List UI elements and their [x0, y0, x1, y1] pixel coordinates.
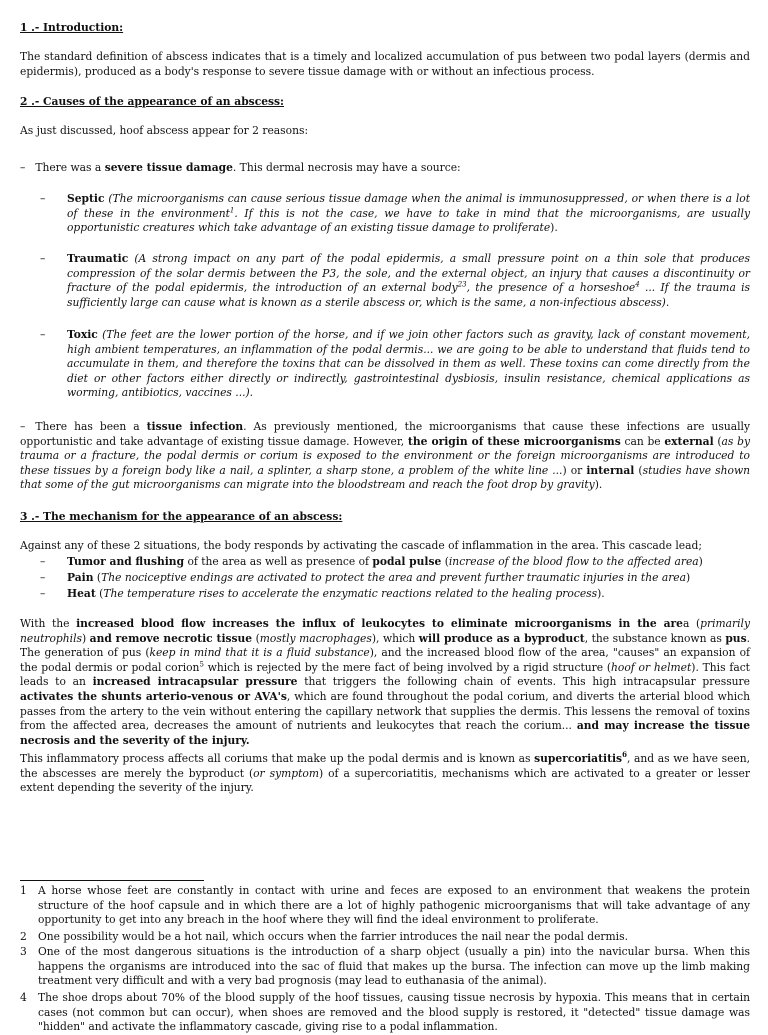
section-3-intro: Against any of these 2 situations, the body responds by activating the cascade of inflammation in the area. This cascade lead; — [20, 539, 702, 552]
bullet-tissue-infection: – There has been a tissue infection. As previously mentioned, the microorganisms that cause these infections are usually opportunistic and take advantage of existing tissue damage. However, the origin of these microorganisms can be external (as by trauma or a fracture, the podal dermis or corium is exposed to the environment or the foreign microorganisms are introduced to these tissues by a foreign body like a nail, a splinter, a sharp stone, a problem of the white line ...) or internal (studies have shown that some of the gut microorganisms can migrate into the bloodstream and reach the foot drop by gravity). — [20, 420, 751, 492]
subbullet-traumatic: – Traumatic (A strong impact on any part of the podal epidermis, a small pressure point on a thin sole that produces compression of the solar dermis between the P3, the sole, and the external object, an injury that causes a discontinuity or fracture of the podal epidermis, the introduction of an external body$^{23}$, the presence of a horseshoe$^4$ ... If the trauma is sufficiently large can cause what is known as a sterile abscess or, which is the same, a non-infectious abscess). — [40, 252, 750, 309]
mechanism-paragraph: With the increased blood flow increases the influx of leukocytes to eliminate microorganisms in the area (primarily neutrophils) and remove necrotic tissue (mostly macrophages), which will produce as a byproduct, the substance known as pus. The generation of pus (keep in mind that it is a fluid substance), and the increased blood flow of the area, "causes" an expansion of the podal dermis or podal corion$^5$ which is rejected by the mere fact of being involved by a rigid structure (hoof or helmet). This fact leads to an increased intracapsular pressure that triggers the following chain of events. This high intracapsular pressure activates the shunts arterio-venous or AVA's, which are found throughout the podal corium, and diverts the arterial blood which passes from the artery to the vein without entering the capillary network that supplies the dermis. This lessens the removal of toxins from the affected area, decreases the amount of nutrients and leukocytes that reach the corium... and may increase the tissue necrosis and the severity of the injury. — [20, 617, 750, 747]
bullet-tissue-damage: – There was a severe tissue damage. This dermal necrosis may have a source: — [20, 161, 461, 174]
section-3-heading: 3 .- The mechanism for the appearance of an abscess: — [20, 510, 343, 523]
supercoriatitis-paragraph: This inflammatory process affects all coriums that make up the podal dermis and is known as supercoriatitis$^6$, and as we have seen, the abscesses are merely the byproduct (or symptom) of a supercoriatitis, mechanisms which are activated to a greater or lesser extent depending the severity of the injury. — [20, 750, 751, 795]
bullet-marker: – — [40, 328, 46, 341]
list-item-pain: – Pain (The nociceptive endings are activated to protect the area and prevent further traumatic injuries in the area) — [40, 571, 691, 584]
subbullet-septic: – Septic (The microorganisms can cause serious tissue damage when the animal is immunosuppressed, or when there is a lot of these in the environment$^1$. If this is not the case, we have to take in mind that the microorganisms, are usually opportunistic creatures which take advantage of an existing tissue damage to proliferate). — [40, 192, 750, 235]
footnote-4: 4 The shoe drops about 70% of the blood supply of the hoof tissues, causing tissue necrosis by hypoxia. This means that in certain cases (not common but can occur), when shoes are removed and the blood supply is restored, it "detected" tissue damage was "hidden" and activate the inflammatory cascade, giving rise to a podal inflammation. — [20, 991, 750, 1034]
section-1-paragraph: The standard definition of abscess indicates that is a timely and localized accumulation of pus between two podal layers (dermis and epidermis), produced as a body's response to severe tissue damage with or without an infectious process. — [20, 50, 750, 78]
bullet-marker: – — [40, 555, 46, 568]
footnote-number: 3 — [20, 945, 27, 958]
section-2-intro: As just discussed, hoof abscess appear for 2 reasons: — [20, 124, 309, 137]
section-1-heading: 1 .- Introduction: — [20, 21, 124, 34]
section-2-heading: 2 .- Causes of the appearance of an abscess: — [20, 95, 284, 108]
footnote-number: 1 — [20, 884, 27, 897]
footnote-number: 4 — [20, 991, 27, 1004]
footnote-1: 1 A horse whose feet are constantly in contact with urine and feces are exposed to an environment that weakens the protein structure of the hoof capsule and in which there are a lot of highly pathogenic microorganisms that will take advantage of any opportunity to get into any breach in the hoof where they will find the ideal environment to proliferate. — [20, 884, 750, 927]
bullet-marker: – — [40, 571, 46, 584]
bullet-marker: – — [40, 252, 46, 265]
bullet-marker: – — [20, 420, 26, 433]
bullet-marker: – — [40, 192, 46, 205]
footnote-2: 2 One possibility would be a hot nail, which occurs when the farrier introduces the nail near the podal dermis. — [20, 930, 628, 943]
footnote-number: 2 — [20, 930, 27, 943]
list-item-heat: – Heat (The temperature rises to accelerate the enzymatic reactions related to the healing process). — [40, 587, 605, 600]
bullet-marker: – — [40, 587, 46, 600]
footnote-3: 3 One of the most dangerous situations is the introduction of a sharp object (usually a pin) into the navicular bursa. When this happens the organisms are introduced into the sac of fluid that makes up the bursa. The infection can move up the limb making treatment very difficult and with a very bad prognosis (may lead to euthanasia of the animal). — [20, 945, 750, 988]
footnote-divider — [20, 880, 204, 881]
bullet-marker: – — [20, 161, 26, 174]
list-item-tumor: – Tumor and flushing of the area as well as presence of podal pulse (increase of the blood flow to the affected area) — [40, 555, 703, 568]
subbullet-toxic: – Toxic (The feet are the lower portion of the horse, and if we join other factors such as gravity, lack of constant movement, high ambient temperatures, an inflammation of the podal dermis... we are going to be able to understand that fluids tend to accumulate in them, and therefore the toxins that can be dissolved in them as well. These toxins can come directly from the diet or other factors either directly or indirectly, gastrointestinal dysbiosis, insulin resistance, chemical applications as worming, antibiotics, vaccines ...). — [40, 328, 750, 400]
